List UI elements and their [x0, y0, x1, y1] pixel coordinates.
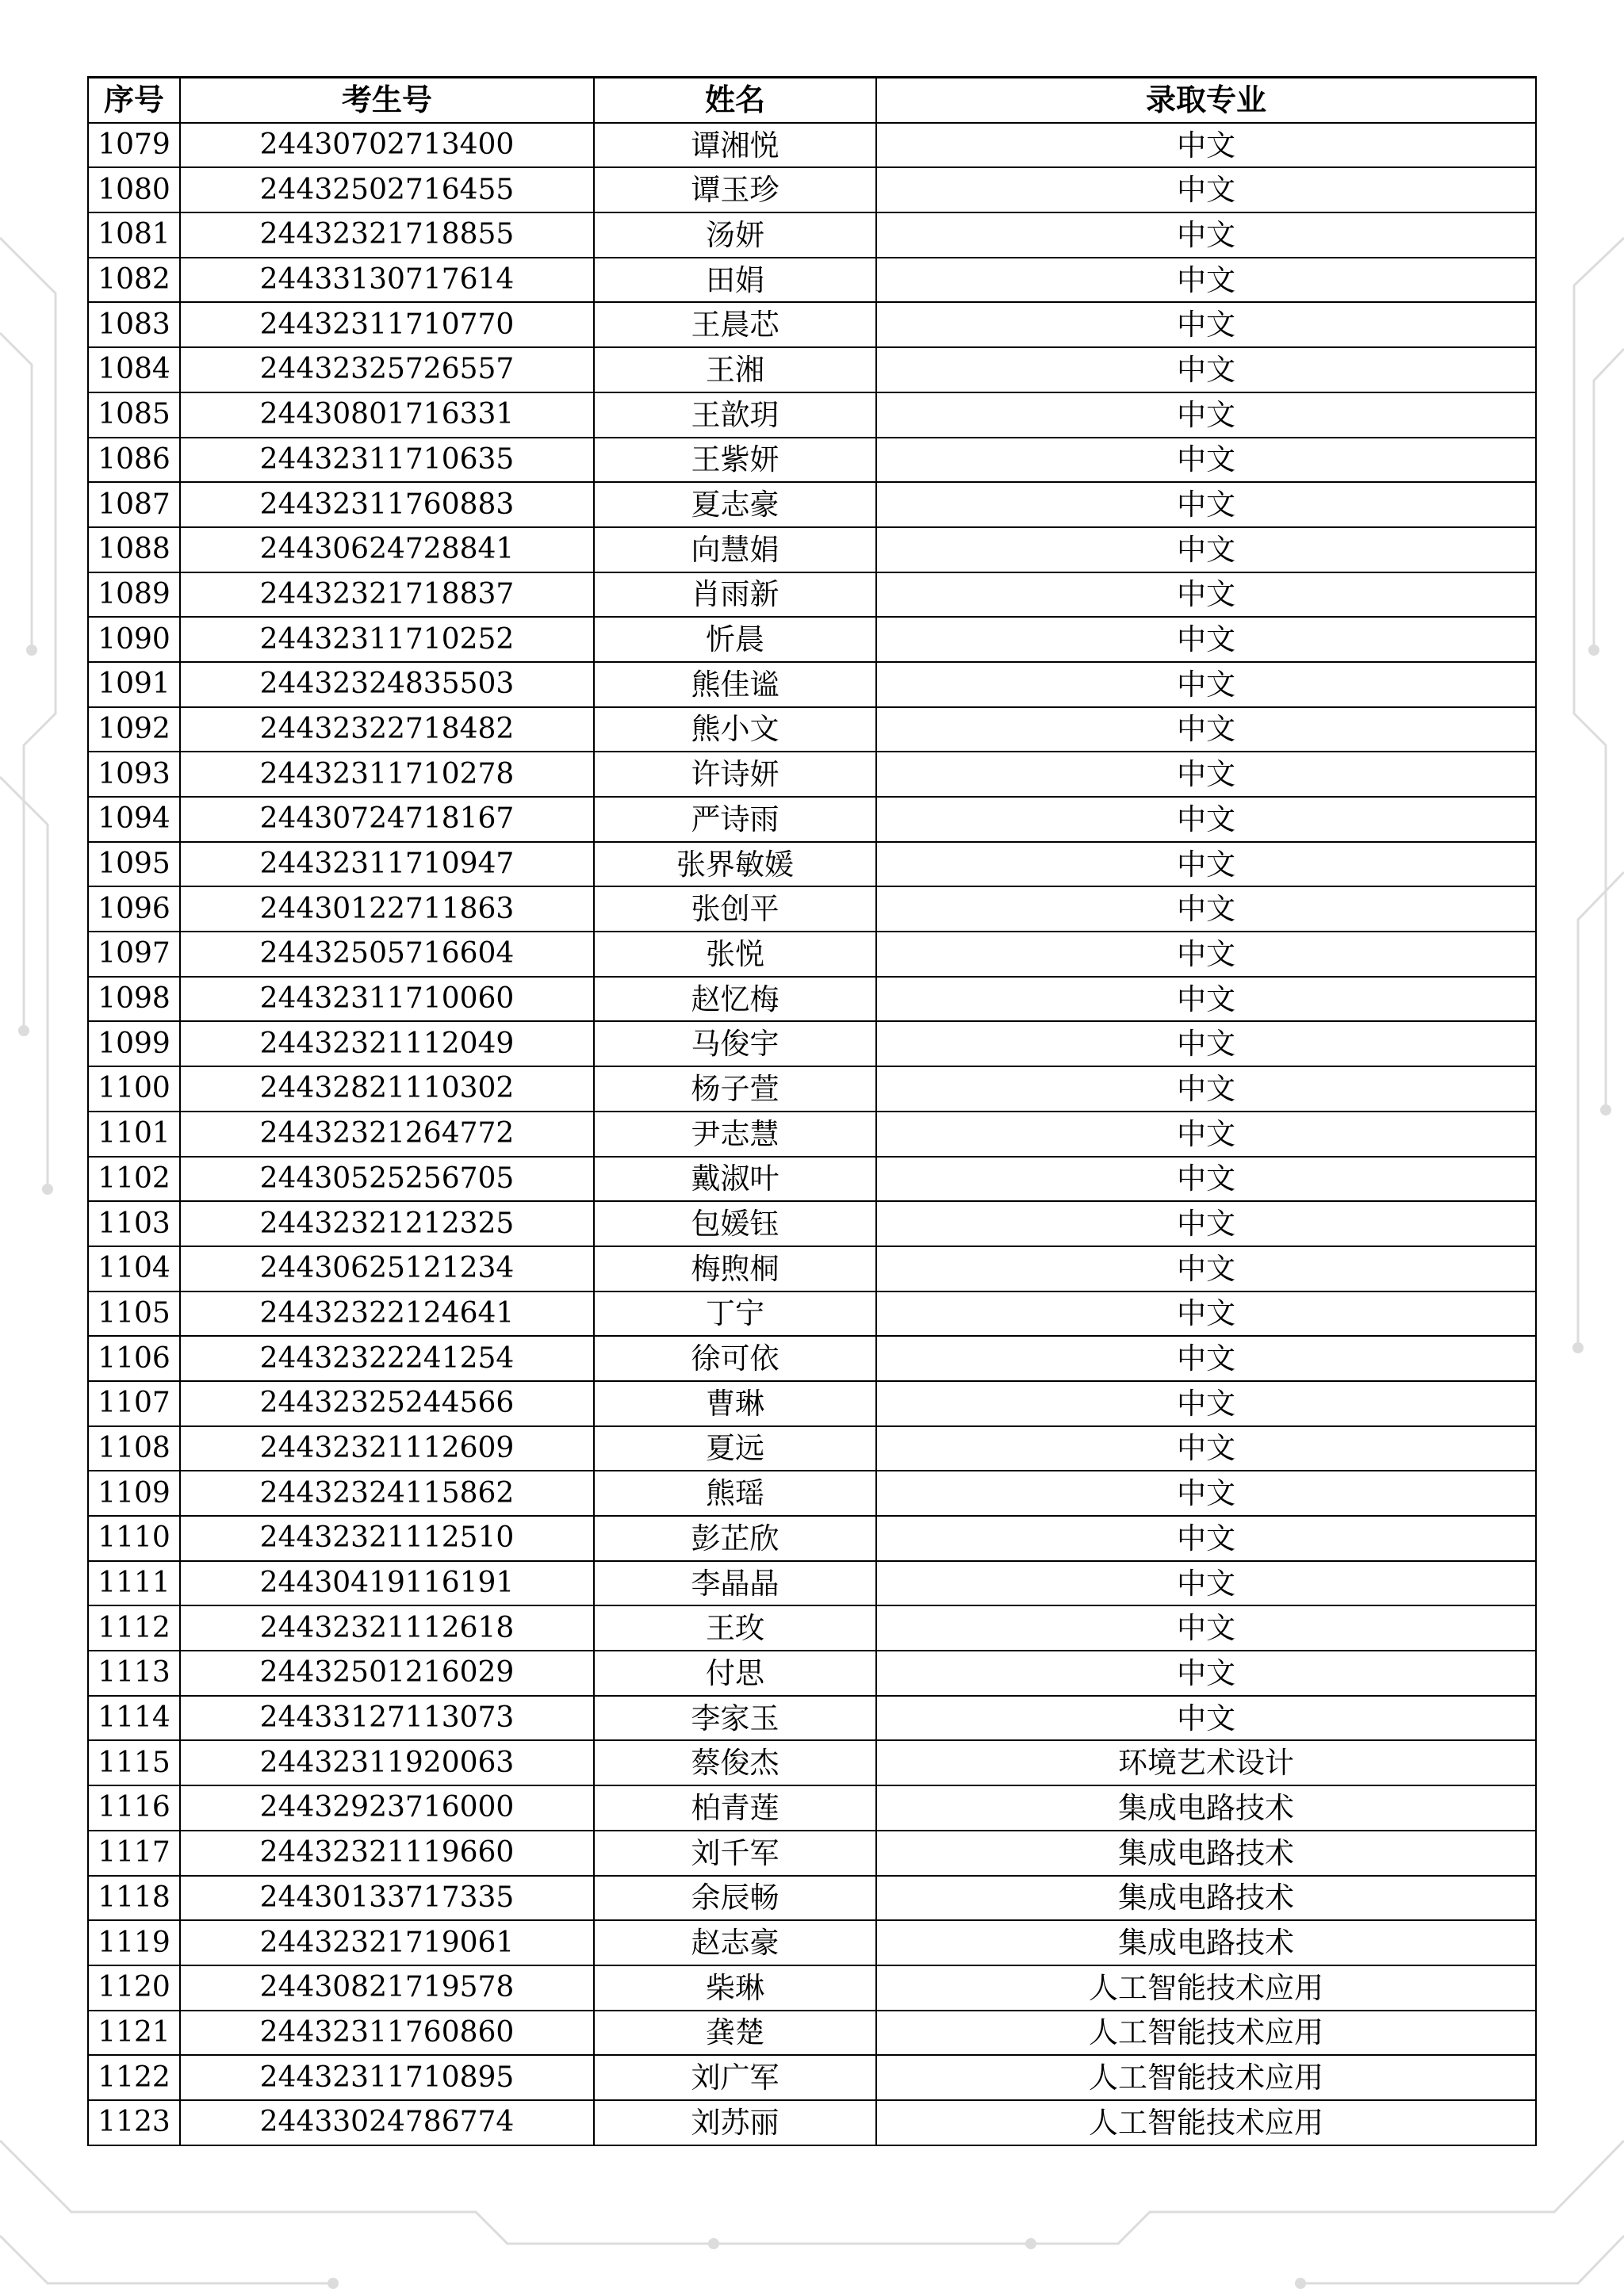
serial-number-cell: 1117: [88, 1831, 180, 1876]
serial-number-cell: 1086: [88, 438, 180, 483]
major-cell: 中文: [876, 123, 1536, 168]
candidate-id-cell: 24432322124641: [180, 1292, 594, 1337]
table-row: [88, 1561, 1536, 1606]
name-cell: 张界敏媛: [594, 842, 876, 887]
major-cell: 中文: [876, 1112, 1536, 1157]
candidate-id-cell: 24432311710770: [180, 302, 594, 347]
candidate-id-cell: 24432321718837: [180, 572, 594, 618]
table-row: [88, 662, 1536, 707]
table-row: [88, 1246, 1536, 1292]
serial-number-cell: 1089: [88, 572, 180, 618]
candidate-id-cell: 24432502716455: [180, 167, 594, 212]
name-cell: 梅煦桐: [594, 1246, 876, 1292]
table-row: [88, 302, 1536, 347]
candidate-id-cell: 24433130717614: [180, 258, 594, 303]
serial-number-cell: 1122: [88, 2055, 180, 2100]
serial-number-cell: 1083: [88, 302, 180, 347]
major-cell: 中文: [876, 797, 1536, 842]
major-cell: 中文: [876, 1066, 1536, 1112]
table-row: [88, 167, 1536, 212]
candidate-id-cell: 24432311710060: [180, 977, 594, 1022]
candidate-id-cell: 24432321719061: [180, 1920, 594, 1965]
name-cell: 付思: [594, 1651, 876, 1696]
table-row: [88, 1336, 1536, 1381]
name-cell: 曹琳: [594, 1381, 876, 1426]
table-row: [88, 1605, 1536, 1651]
major-cell: 中文: [876, 842, 1536, 887]
name-cell: 彭芷欣: [594, 1516, 876, 1561]
name-cell: 熊小文: [594, 707, 876, 752]
candidate-id-cell: 24432321718855: [180, 212, 594, 258]
major-cell: 中文: [876, 572, 1536, 618]
serial-number-cell: 1118: [88, 1876, 180, 1921]
major-cell: 人工智能技术应用: [876, 1965, 1536, 2011]
header-name: 姓名: [594, 78, 876, 123]
major-cell: 中文: [876, 1201, 1536, 1246]
major-cell: 中文: [876, 1426, 1536, 1471]
major-cell: 中文: [876, 347, 1536, 392]
name-cell: 向慧娟: [594, 527, 876, 572]
serial-number-cell: 1121: [88, 2011, 180, 2056]
name-cell: 谭玉珍: [594, 167, 876, 212]
name-cell: 刘广军: [594, 2055, 876, 2100]
name-cell: 徐可依: [594, 1336, 876, 1381]
candidate-id-cell: 24433127113073: [180, 1696, 594, 1741]
serial-number-cell: 1104: [88, 1246, 180, 1292]
major-cell: 中文: [876, 1021, 1536, 1066]
table-row: [88, 977, 1536, 1022]
serial-number-cell: 1120: [88, 1965, 180, 2011]
header-major: 录取专业: [876, 78, 1536, 123]
serial-number-cell: 1097: [88, 932, 180, 977]
table-row: [88, 258, 1536, 303]
major-cell: 中文: [876, 167, 1536, 212]
serial-number-cell: 1094: [88, 797, 180, 842]
major-cell: 中文: [876, 1516, 1536, 1561]
name-cell: 王紫妍: [594, 438, 876, 483]
candidate-id-cell: 24430724718167: [180, 797, 594, 842]
serial-number-cell: 1093: [88, 752, 180, 797]
table-row: [88, 1112, 1536, 1157]
candidate-id-cell: 24432923716000: [180, 1785, 594, 1831]
serial-number-cell: 1110: [88, 1516, 180, 1561]
table-row: [88, 527, 1536, 572]
table-row: [88, 1740, 1536, 1785]
serial-number-cell: 1088: [88, 527, 180, 572]
name-cell: 忻晨: [594, 617, 876, 662]
major-cell: 中文: [876, 1696, 1536, 1741]
name-cell: 赵忆梅: [594, 977, 876, 1022]
serial-number-cell: 1115: [88, 1740, 180, 1785]
major-cell: 中文: [876, 932, 1536, 977]
name-cell: 王晨芯: [594, 302, 876, 347]
candidate-id-cell: 24430525256705: [180, 1157, 594, 1202]
name-cell: 汤妍: [594, 212, 876, 258]
table-row: [88, 123, 1536, 168]
candidate-id-cell: 24432501216029: [180, 1651, 594, 1696]
table-row: [88, 482, 1536, 527]
major-cell: 中文: [876, 1651, 1536, 1696]
major-cell: 中文: [876, 707, 1536, 752]
candidate-id-cell: 24432322241254: [180, 1336, 594, 1381]
major-cell: 集成电路技术: [876, 1831, 1536, 1876]
candidate-id-cell: 24432321112609: [180, 1426, 594, 1471]
table-row: [88, 1471, 1536, 1516]
table-row: [88, 1021, 1536, 1066]
table-row: [88, 1965, 1536, 2011]
name-cell: 严诗雨: [594, 797, 876, 842]
serial-number-cell: 1098: [88, 977, 180, 1022]
major-cell: 中文: [876, 1561, 1536, 1606]
serial-number-cell: 1081: [88, 212, 180, 258]
name-cell: 张悦: [594, 932, 876, 977]
name-cell: 刘千军: [594, 1831, 876, 1876]
name-cell: 马俊宇: [594, 1021, 876, 1066]
major-cell: 人工智能技术应用: [876, 2011, 1536, 2056]
serial-number-cell: 1085: [88, 392, 180, 438]
serial-number-cell: 1099: [88, 1021, 180, 1066]
name-cell: 许诗妍: [594, 752, 876, 797]
name-cell: 李晶晶: [594, 1561, 876, 1606]
candidate-id-cell: 24432311710635: [180, 438, 594, 483]
major-cell: 中文: [876, 482, 1536, 527]
candidate-id-cell: 24432311710895: [180, 2055, 594, 2100]
candidate-id-cell: 24432821110302: [180, 1066, 594, 1112]
table-row: [88, 1157, 1536, 1202]
candidate-id-cell: 24432324115862: [180, 1471, 594, 1516]
table-row: [88, 842, 1536, 887]
name-cell: 田娟: [594, 258, 876, 303]
table-row: [88, 1516, 1536, 1561]
serial-number-cell: 1091: [88, 662, 180, 707]
major-cell: 中文: [876, 662, 1536, 707]
candidate-id-cell: 24432321264772: [180, 1112, 594, 1157]
major-cell: 中文: [876, 886, 1536, 932]
candidate-id-cell: 24430821719578: [180, 1965, 594, 2011]
name-cell: 张创平: [594, 886, 876, 932]
name-cell: 熊瑶: [594, 1471, 876, 1516]
candidate-id-cell: 24432311710252: [180, 617, 594, 662]
table-row: [88, 1651, 1536, 1696]
table-row: [88, 1381, 1536, 1426]
serial-number-cell: 1103: [88, 1201, 180, 1246]
table-row: [88, 572, 1536, 618]
serial-number-cell: 1095: [88, 842, 180, 887]
candidate-id-cell: 24430625121234: [180, 1246, 594, 1292]
serial-number-cell: 1112: [88, 1605, 180, 1651]
table-row: [88, 752, 1536, 797]
name-cell: 夏远: [594, 1426, 876, 1471]
candidate-id-cell: 24432311760860: [180, 2011, 594, 2056]
candidate-id-cell: 24433024786774: [180, 2100, 594, 2145]
major-cell: 中文: [876, 302, 1536, 347]
major-cell: 中文: [876, 1605, 1536, 1651]
name-cell: 蔡俊杰: [594, 1740, 876, 1785]
header-candidate-id: 考生号: [180, 78, 594, 123]
table-row: [88, 1696, 1536, 1741]
major-cell: 环境艺术设计: [876, 1740, 1536, 1785]
major-cell: 中文: [876, 1246, 1536, 1292]
table-row: [88, 2100, 1536, 2145]
candidate-id-cell: 24430419116191: [180, 1561, 594, 1606]
name-cell: 刘苏丽: [594, 2100, 876, 2145]
table-row: [88, 1920, 1536, 1965]
major-cell: 中文: [876, 392, 1536, 438]
candidate-id-cell: 24432505716604: [180, 932, 594, 977]
serial-number-cell: 1082: [88, 258, 180, 303]
table-row: [88, 438, 1536, 483]
candidate-id-cell: 24432311920063: [180, 1740, 594, 1785]
serial-number-cell: 1113: [88, 1651, 180, 1696]
candidate-id-cell: 24432325726557: [180, 347, 594, 392]
major-cell: 中文: [876, 1381, 1536, 1426]
serial-number-cell: 1116: [88, 1785, 180, 1831]
major-cell: 中文: [876, 1471, 1536, 1516]
table-row: [88, 707, 1536, 752]
table-row: [88, 347, 1536, 392]
table-row: [88, 1831, 1536, 1876]
name-cell: 余辰畅: [594, 1876, 876, 1921]
table-row: [88, 1426, 1536, 1471]
name-cell: 肖雨新: [594, 572, 876, 618]
serial-number-cell: 1105: [88, 1292, 180, 1337]
serial-number-cell: 1080: [88, 167, 180, 212]
serial-number-cell: 1084: [88, 347, 180, 392]
major-cell: 中文: [876, 212, 1536, 258]
candidate-id-cell: 24432321119660: [180, 1831, 594, 1876]
table-row: [88, 617, 1536, 662]
serial-number-cell: 1096: [88, 886, 180, 932]
table-row: [88, 2055, 1536, 2100]
serial-number-cell: 1109: [88, 1471, 180, 1516]
table-row: [88, 392, 1536, 438]
name-cell: 王湘: [594, 347, 876, 392]
name-cell: 王歆玥: [594, 392, 876, 438]
name-cell: 戴淑叶: [594, 1157, 876, 1202]
serial-number-cell: 1090: [88, 617, 180, 662]
major-cell: 中文: [876, 438, 1536, 483]
major-cell: 中文: [876, 1336, 1536, 1381]
serial-number-cell: 1119: [88, 1920, 180, 1965]
candidate-id-cell: 24430624728841: [180, 527, 594, 572]
major-cell: 中文: [876, 977, 1536, 1022]
candidate-id-cell: 24432325244566: [180, 1381, 594, 1426]
name-cell: 王玫: [594, 1605, 876, 1651]
name-cell: 包媛钰: [594, 1201, 876, 1246]
table-row: [88, 2011, 1536, 2056]
name-cell: 熊佳谧: [594, 662, 876, 707]
name-cell: 柏青莲: [594, 1785, 876, 1831]
serial-number-cell: 1092: [88, 707, 180, 752]
table-row: [88, 1066, 1536, 1112]
major-cell: 中文: [876, 617, 1536, 662]
name-cell: 丁宁: [594, 1292, 876, 1337]
major-cell: 集成电路技术: [876, 1920, 1536, 1965]
name-cell: 李家玉: [594, 1696, 876, 1741]
name-cell: 柴琳: [594, 1965, 876, 2011]
major-cell: 中文: [876, 1292, 1536, 1337]
major-cell: 中文: [876, 752, 1536, 797]
table-row: [88, 1292, 1536, 1337]
table-row: [88, 932, 1536, 977]
serial-number-cell: 1100: [88, 1066, 180, 1112]
candidate-id-cell: 24432324835503: [180, 662, 594, 707]
admission-table: [87, 76, 1537, 2146]
major-cell: 人工智能技术应用: [876, 2100, 1536, 2145]
name-cell: 尹志慧: [594, 1112, 876, 1157]
candidate-id-cell: 24432321112049: [180, 1021, 594, 1066]
candidate-id-cell: 24432311710947: [180, 842, 594, 887]
candidate-id-cell: 24432321112618: [180, 1605, 594, 1651]
table-row: [88, 886, 1536, 932]
major-cell: 集成电路技术: [876, 1876, 1536, 1921]
candidate-id-cell: 24430133717335: [180, 1876, 594, 1921]
serial-number-cell: 1101: [88, 1112, 180, 1157]
name-cell: 夏志豪: [594, 482, 876, 527]
candidate-id-cell: 24430122711863: [180, 886, 594, 932]
major-cell: 中文: [876, 527, 1536, 572]
candidate-id-cell: 24432321112510: [180, 1516, 594, 1561]
serial-number-cell: 1102: [88, 1157, 180, 1202]
candidate-id-cell: 24432322718482: [180, 707, 594, 752]
candidate-id-cell: 24432311710278: [180, 752, 594, 797]
table-row: [88, 1876, 1536, 1921]
table-body: [88, 123, 1536, 2145]
major-cell: 中文: [876, 258, 1536, 303]
name-cell: 杨子萱: [594, 1066, 876, 1112]
table-row: [88, 212, 1536, 258]
table-row: [88, 1201, 1536, 1246]
serial-number-cell: 1079: [88, 123, 180, 168]
table-header-row: [88, 78, 1536, 123]
serial-number-cell: 1111: [88, 1561, 180, 1606]
major-cell: 集成电路技术: [876, 1785, 1536, 1831]
name-cell: 龚楚: [594, 2011, 876, 2056]
table-row: [88, 797, 1536, 842]
name-cell: 谭湘悦: [594, 123, 876, 168]
serial-number-cell: 1108: [88, 1426, 180, 1471]
candidate-id-cell: 24430801716331: [180, 392, 594, 438]
serial-number-cell: 1087: [88, 482, 180, 527]
serial-number-cell: 1123: [88, 2100, 180, 2145]
candidate-id-cell: 24432311760883: [180, 482, 594, 527]
candidate-id-cell: 24430702713400: [180, 123, 594, 168]
candidate-id-cell: 24432321212325: [180, 1201, 594, 1246]
table-row: [88, 1785, 1536, 1831]
header-serial-number: 序号: [88, 78, 180, 123]
serial-number-cell: 1114: [88, 1696, 180, 1741]
major-cell: 人工智能技术应用: [876, 2055, 1536, 2100]
major-cell: 中文: [876, 1157, 1536, 1202]
name-cell: 赵志豪: [594, 1920, 876, 1965]
serial-number-cell: 1107: [88, 1381, 180, 1426]
serial-number-cell: 1106: [88, 1336, 180, 1381]
